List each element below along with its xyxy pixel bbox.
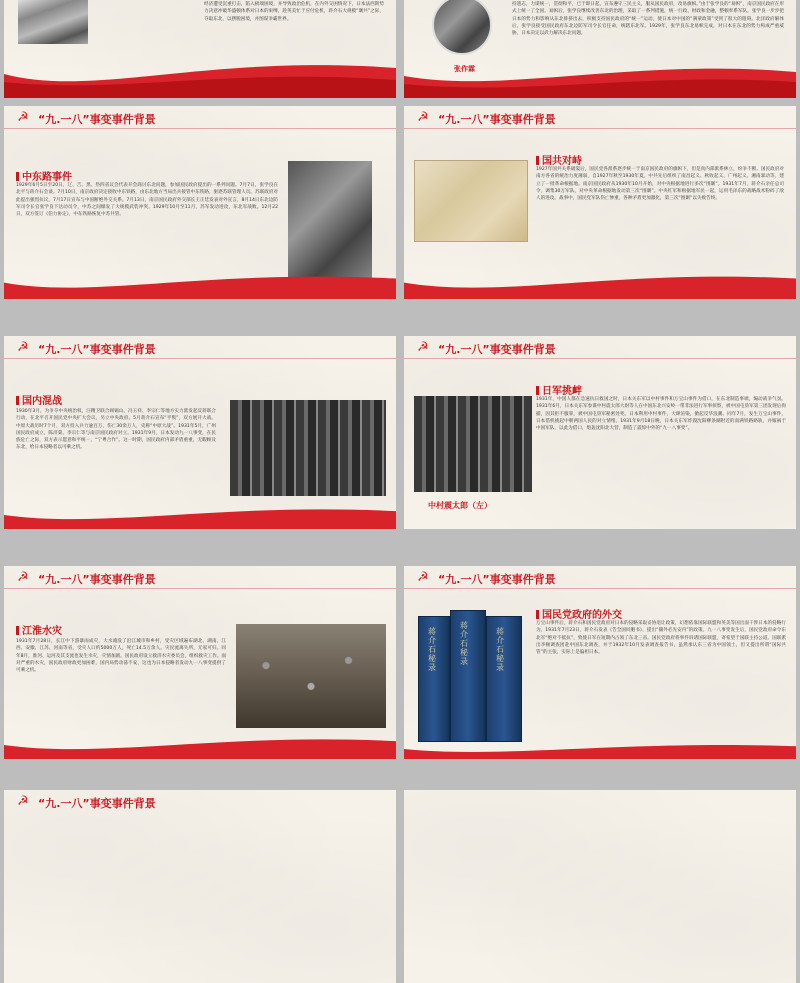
section-heading: 国民党政府的外交: [536, 606, 622, 621]
photo-caption: 中村震太郎（左）: [428, 501, 492, 510]
slide-title: “九.一八”事变事件背景: [38, 797, 156, 810]
slide-1[interactable]: [4, 0, 396, 98]
slide-body: 经济遭受沉重打击，陷入极端困境，并导致政治危机，在内外交困情况下，日本法西斯势力决意冲破华盛顿体系对日本的束缚，趁英美忙于应付危机，蒋介石大规模“剿共”之际，夺取东北，以摆脱困境，并图谋争霸世界。: [204, 2, 384, 22]
red-wave-decoration: [4, 269, 396, 299]
book-cover-3: 蒋介石秘录: [486, 616, 522, 742]
slide-8[interactable]: [404, 566, 796, 759]
slide-5[interactable]: [4, 336, 396, 529]
historical-photo: [414, 396, 532, 492]
flood-photo: [236, 624, 386, 728]
hammer-sickle-icon: ☭: [17, 570, 29, 585]
slide-title: “九.一八”事变事件背景: [438, 113, 556, 126]
slide-header: [4, 566, 396, 588]
red-wave-decoration: [4, 54, 396, 98]
red-wave-decoration: [404, 269, 796, 299]
hammer-sickle-icon: ☭: [17, 110, 29, 125]
hammer-sickle-icon: ☭: [17, 794, 29, 809]
book-cover-2: 蒋介石秘录: [450, 610, 486, 742]
slide-header: [404, 106, 796, 128]
hammer-sickle-icon: ☭: [417, 340, 429, 355]
slide-title: “九.一八”事变事件背景: [438, 343, 556, 356]
slide-10[interactable]: [404, 790, 796, 983]
slide-title: “九.一八”事变事件背景: [438, 573, 556, 586]
slide-9[interactable]: [4, 790, 396, 983]
section-heading: 日军挑衅: [536, 382, 582, 397]
slide-header: [404, 566, 796, 588]
slide-body: 1931年7月28日，长江中下游暴雨成灾，大水淹没了沿江城市和乡村，受灾区域遍布湖北、湖南、江西、安徽、江苏、河南等省，受灾人口约5000万人，死亡14.5万余人。灾民流离失所，无家可归。同年8月，淮河、运河及其支流也发生水灾，灾情加剧。国民政府设立救济水灾委员会，组织救灾工作。面对严重的水灾，国民政府财政更加困难，国内局势动荡不安，这也为日本侵略者发动九一八事变提供了可乘之机。: [16, 639, 226, 674]
section-heading: 江淮水灾: [16, 622, 62, 637]
slide-title: “九.一八”事变事件背景: [38, 113, 156, 126]
slide-title: “九.一八”事变事件背景: [38, 573, 156, 586]
section-heading: 国共对峙: [536, 152, 582, 167]
slide-body: 1930年3月，为争夺中央统治权，汪精卫联合阎锡山、冯玉祥、李宗仁等地方实力派发起反蒋联合行动，在北平召开国民党中央扩大会议，另立中央政府。5月蒋介石宣布“平叛”，双方展开大战。中原大战历时7个月，双方投入兵力逾百万，伤亡30余万人，史称“中原大战”。1931年5月，广州国民政府成立，陈济棠、李宗仁等与南京国民政府对立。1931年9月，日本发动九一八事变，在民族危亡之际，双方表示愿意和平统一，“宁粤合作”。这一时期，国民政府内部矛盾重重，无暇顾及东北，给日本侵略者以可乘之机。: [16, 409, 216, 451]
slide-header: [404, 336, 796, 358]
section-heading: 中东路事件: [16, 168, 72, 183]
slide-header: [4, 106, 396, 128]
red-wave-decoration: [404, 739, 796, 759]
slide-4[interactable]: [404, 106, 796, 299]
slide-body: 持遗志，力谋统一，贯彻和平，已于即日起，宣布遵守三民主义，服从国民政府，改易旗帜。”由于张学良的“易帜”，南京国民政府在形式上统一了全国。易帜后，张学良继续改善东北的治理，采取了一系列措施，统一行政、财政和金融，整顿奉系军队。张学良一步步把日本的势力和影响从东北排挤出去，积极支持国民政府的“统一”运动，使日本对中国的“满蒙政策”受到了很大的阻碍。北洋政府解体后，张学良接受国民政府东北边防军司令长官任命，统辖东北军。1929年，张学良东北易帜完成，对日本在东北的势力构成严重威胁，日本决定以武力解决东北问题。: [512, 2, 784, 37]
photo-caption: 张作霖: [454, 65, 475, 73]
red-wave-decoration: [4, 501, 396, 529]
map-image: [414, 160, 528, 242]
monument-photo: [18, 0, 88, 44]
hammer-sickle-icon: ☭: [17, 340, 29, 355]
section-heading: 国内混战: [16, 392, 62, 407]
slide-title: “九.一八”事变事件背景: [38, 343, 156, 356]
book-cover-1: 蒋介石秘录: [418, 616, 450, 742]
slide-header: [4, 790, 396, 812]
slide-header: [4, 336, 396, 358]
slide-body: 1931年，中国人都在急速抗日救国之时，日本关东军以中村事件和万宝山事件为借口，在东北制造事端，煽动战争气氛。1931年6月，日本关东军参谋中村震太郎大尉等人在中国东北兴安岭一带非法进行军事侦察，被中国屯垦军第三团发现后拘捕，因其拒不服罪，被中国屯垦军秘密处死。日本利用中村事件，大肆渲染，掀起反华浪潮。同年7月，发生万宝山事件，日本借机挑起中朝两国人民的对立情绪。1931年9月18日晚，日本关东军炸毁沈阳柳条湖附近的南满铁路路轨，并嫁祸于中国军队，以此为借口，炮轰沈阳北大营，制造了震惊中外的“九一八事变”。: [536, 397, 786, 432]
slide-3[interactable]: [4, 106, 396, 299]
slide-6[interactable]: [404, 336, 796, 529]
slide-7[interactable]: [4, 566, 396, 759]
slide-body: 1927年国共关系破裂后，国民党各派系逐步统一于南京国民政府的旗帜下，但是真内部派系林立，纷争不断。国民政府对南方各省的统治力度薄弱，自1927年秋至1930年夏，中共先后组织了南昌起义、秋收起义、广州起义、湘南暴动等，建立了一批革命根据地。南京国民政府从1930年10月开始，对中央根据地进行多次“围剿”。1931年7月，蒋介石亲任总司令，调集30万军队，对中央革命根据地发动第三次“围剿”。中央红军和根据地军民一起，运用毛泽东的战略战术粉碎了敌人的进攻。战事中，国民党军队伤亡惨重，各种矛盾更加激化，第三次“围剿”以失败告终。: [536, 167, 784, 202]
slide-2[interactable]: [404, 0, 796, 98]
slide-body: 万宝山事件后，蒋介石和国民党政府对日本的侵略采取妥协退让政策，幻想依靠国际联盟和英美等国出面干涉日本的侵略行为。1931年7月23日，蒋介石发表《告全国同胞书》，提出“攘外必先安内”的政策。九一八事变发生后，国民党政府命令东北军“绝对不抵抗”，致使日军在短期内占领了东北三省。国民党政府将事件诉诸国际联盟，寄希望于国联主持公道。国联派出李顿调查团赴中国东北调查，并于1932年10月发表调查报告书，虽然承认东三省为中国领土，但又提出所谓“国际共管”的主张，实际上是偏袒日本。: [536, 621, 786, 656]
soldiers-photo: [230, 400, 386, 496]
hammer-sickle-icon: ☭: [417, 110, 429, 125]
slide-body: 1929年6月5日至20日，辽、吉、黑、热四省议会代表开会商讨东北问题，参加国民政府提出的一系列问题。7月7日，张学良在北平与蒋介石会谈。7月10日，南京政府决定接收中东铁路，由东北地方当局出兵接管中东铁路，驱逐苏联管理人员。苏联政府对此提出强烈抗议，7月17日宣布与中国断绝外交关系。7月13日，南京国民政府外交部长王正廷发表对外宣言，8月14日东北边防军司令长官张学良下达动员令，中苏之间爆发了大规模武装冲突。1929年10月至11月，苏军发动进攻，东北军战败。12月22日，双方签订《伯力协定》，中东铁路恢复中苏共管。: [16, 183, 278, 218]
portrait-photo: [432, 0, 492, 55]
portrait-photo: [288, 161, 372, 281]
red-wave-decoration: [404, 54, 796, 98]
red-wave-decoration: [4, 731, 396, 759]
hammer-sickle-icon: ☭: [417, 570, 429, 585]
